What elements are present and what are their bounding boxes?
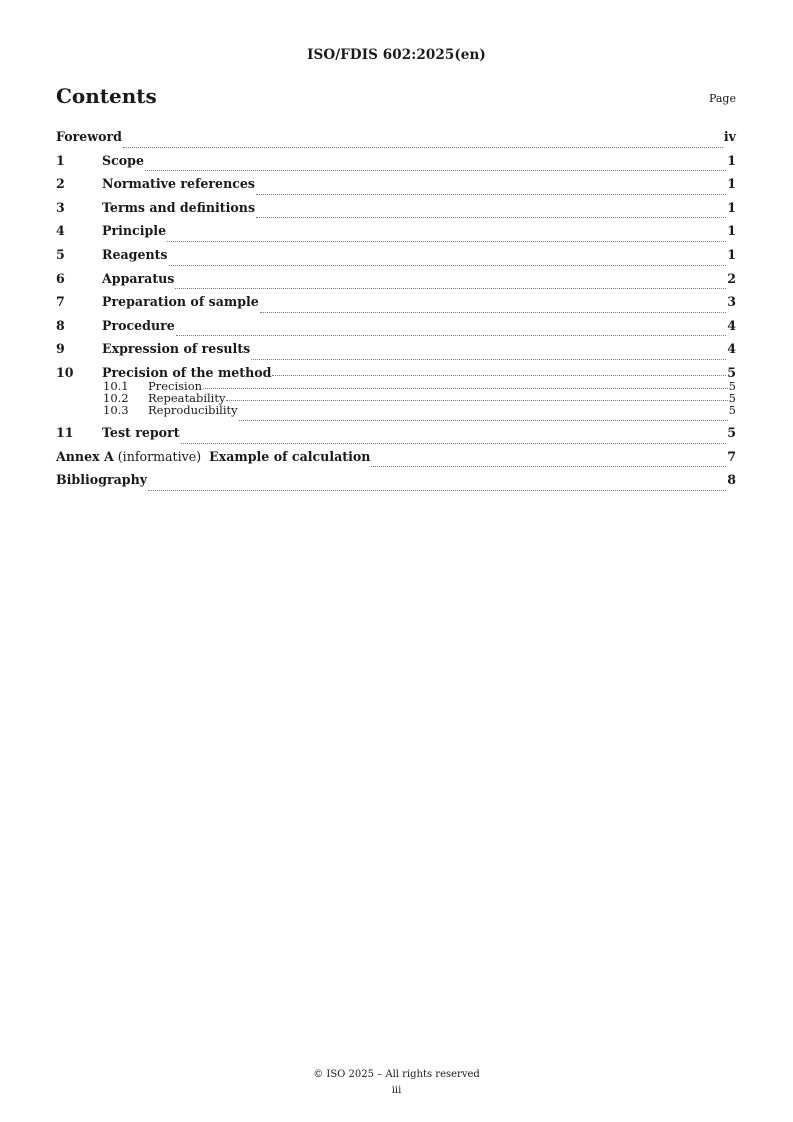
toc-entry-terms-and-definitions[interactable]	[56, 199, 736, 223]
toc-entry-title	[56, 448, 370, 466]
toc-subentry-reproducibility[interactable]	[103, 404, 736, 424]
toc-entry-apparatus[interactable]	[56, 270, 736, 294]
toc-entry-number: 6	[56, 270, 65, 286]
toc-entry-title: Apparatus	[102, 270, 175, 286]
annex-title: Example of calculation	[209, 448, 371, 464]
toc-entry-number: 5	[56, 246, 65, 262]
toc-leader-dots	[260, 312, 726, 313]
toc-entry-annex-a[interactable]	[56, 448, 736, 472]
toc-leader-dots	[251, 359, 726, 360]
toc-entry-title: Procedure	[102, 317, 175, 333]
contents-title: Contents	[56, 84, 157, 108]
toc-entry-page: 5	[728, 390, 736, 405]
toc-entry-title: Reagents	[102, 246, 168, 262]
toc-entry-title: Preparation of sample	[102, 294, 259, 310]
toc-entry-title: Scope	[102, 152, 144, 168]
toc-leader-dots	[123, 147, 723, 148]
toc-entry-number: 4	[56, 223, 65, 239]
toc-entry-principle[interactable]	[56, 222, 736, 246]
toc-entry-expression-of-results[interactable]	[56, 340, 736, 364]
toc-entry-title: Principle	[102, 223, 167, 239]
page-footer	[0, 1067, 793, 1099]
toc-leader-dots	[272, 375, 726, 376]
toc-entry-title: Reproducibility	[148, 402, 238, 417]
toc-leader-dots	[175, 288, 726, 289]
toc-entry-scope[interactable]	[56, 152, 736, 176]
toc-entry-foreword[interactable]	[56, 128, 736, 152]
annex-label: Annex A	[56, 448, 114, 464]
table-of-contents	[56, 128, 736, 495]
toc-entry-title: Foreword	[56, 129, 122, 144]
toc-leader-dots	[148, 490, 726, 491]
page-number: iii	[391, 1085, 402, 1096]
toc-leader-dots	[256, 194, 726, 195]
toc-entry-title: Repeatability	[148, 390, 226, 405]
toc-leader-dots	[145, 170, 726, 171]
toc-entry-precision-of-the-method[interactable]	[56, 364, 736, 380]
toc-entry-page: 1	[727, 246, 736, 262]
toc-entry-page: 5	[727, 424, 736, 440]
toc-leader-dots	[176, 335, 726, 336]
toc-entry-title: Expression of results	[102, 341, 251, 357]
toc-leader-dots	[169, 265, 727, 266]
copyright-notice: © ISO 2025 – All rights reserved	[313, 1069, 480, 1080]
toc-entry-page: 5	[728, 402, 736, 417]
document-header: ISO/FDIS 602:2025(en)	[307, 47, 486, 63]
toc-entry-page: 7	[727, 448, 736, 464]
toc-entry-page: 1	[727, 176, 736, 192]
toc-entry-test-report[interactable]	[56, 424, 736, 448]
toc-entry-bibliography[interactable]	[56, 471, 736, 495]
toc-entry-number: 10.2	[103, 390, 129, 405]
toc-entry-number: 7	[56, 294, 65, 310]
toc-entry-number: 9	[56, 341, 65, 357]
toc-leader-dots	[239, 420, 728, 421]
toc-leader-dots	[181, 443, 727, 444]
toc-leader-dots	[371, 466, 726, 467]
toc-leader-dots	[203, 388, 728, 389]
toc-entry-page: iv	[723, 129, 736, 144]
toc-entry-page: 4	[727, 341, 736, 357]
toc-entry-page: 4	[727, 317, 736, 333]
toc-entry-title: Precision	[148, 378, 203, 393]
toc-entry-number: 3	[56, 199, 65, 215]
toc-entry-page: 1	[727, 199, 736, 215]
toc-entry-page: 2	[727, 270, 736, 286]
toc-entry-page: 8	[727, 472, 736, 488]
annex-type: (informative)	[113, 448, 210, 464]
toc-entry-page: 5	[727, 364, 736, 380]
toc-entry-title: Precision of the method	[102, 364, 272, 380]
toc-entry-title: Normative references	[102, 176, 256, 192]
toc-entry-title: Test report	[102, 424, 180, 440]
toc-entry-page: 3	[727, 294, 736, 310]
toc-entry-normative-references[interactable]	[56, 175, 736, 199]
toc-entry-page: 1	[727, 152, 736, 168]
toc-entry-page: 5	[728, 378, 736, 393]
toc-entry-number: 1	[56, 152, 65, 168]
toc-entry-title: Bibliography	[56, 472, 148, 488]
toc-entry-number: 10	[56, 364, 74, 380]
toc-entry-number: 2	[56, 176, 65, 192]
toc-entry-preparation-of-sample[interactable]	[56, 293, 736, 317]
toc-leader-dots	[256, 217, 726, 218]
toc-entry-number: 11	[56, 424, 74, 440]
toc-entry-number: 10.1	[103, 378, 129, 393]
toc-entry-title: Terms and definitions	[102, 199, 256, 215]
toc-entry-reagents[interactable]	[56, 246, 736, 270]
toc-entry-procedure[interactable]	[56, 317, 736, 341]
toc-entry-number: 8	[56, 317, 65, 333]
toc-entry-page: 1	[727, 223, 736, 239]
toc-entry-number: 10.3	[103, 402, 129, 417]
toc-leader-dots	[226, 400, 727, 401]
page-column-label: Page	[708, 92, 736, 105]
toc-leader-dots	[167, 241, 726, 242]
